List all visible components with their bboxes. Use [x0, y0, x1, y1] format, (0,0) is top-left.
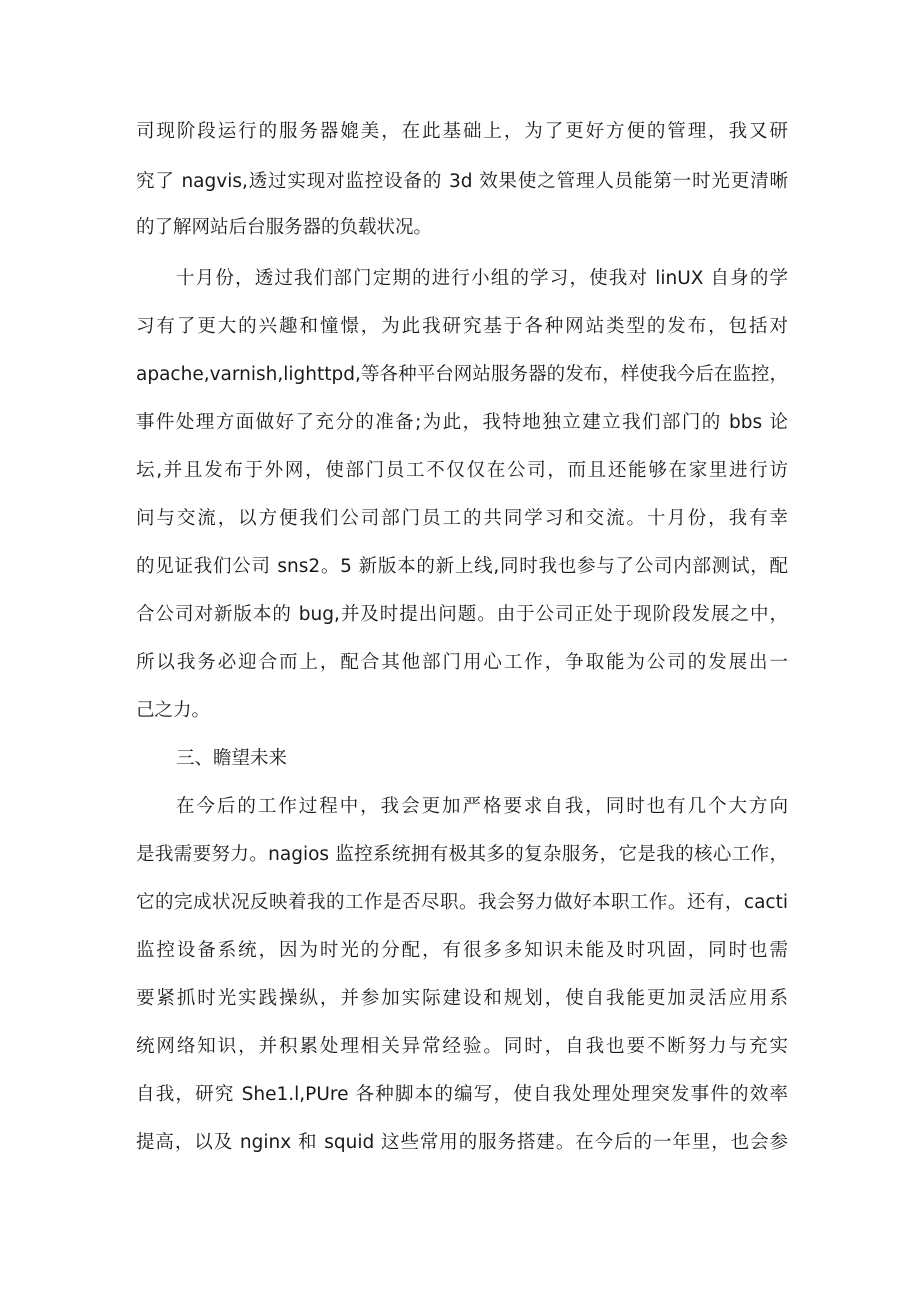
text-line: 问与交流，以方便我们公司部门员工的共同学习和交流。十月份，我有幸 — [136, 508, 788, 529]
text-line: 的见证我们公司 sns2。5 新版本的新上线,同时我也参与了公司内部测试，配 — [136, 556, 788, 577]
text-line: 统网络知识，并积累处理相关异常经验。同时，自我也要不断努力与充实 — [136, 1036, 788, 1057]
text-line: 事件处理方面做好了充分的准备;为此，我特地独立建立我们部门的 bbs 论 — [136, 412, 788, 433]
text-line: 提高，以及 nginx 和 squid 这些常用的服务搭建。在今后的一年里，也会参 — [136, 1132, 788, 1153]
text-line: 十月份，透过我们部门定期的进行小组的学习，使我对 linUX 自身的学 — [176, 268, 788, 289]
text-line: 司现阶段运行的服务器媲美，在此基础上，为了更好方便的管理，我又研 — [136, 121, 788, 142]
text-line: 监控设备系统，因为时光的分配，有很多多知识未能及时巩固，同时也需 — [136, 940, 788, 961]
text-line: 是我需要努力。nagios 监控系统拥有极其多的复杂服务，它是我的核心工作， — [136, 844, 788, 865]
text-line: 所以我务必迎合而上，配合其他部门用心工作，争取能为公司的发展出一 — [136, 652, 788, 673]
text-line: 它的完成状况反映着我的工作是否尽职。我会努力做好本职工作。还有，cacti — [136, 892, 788, 913]
text-line: 究了 nagvis,透过实现对监控设备的 3d 效果使之管理人员能第一时光更清晰 — [136, 171, 788, 192]
text-line: 在今后的工作过程中，我会更加严格要求自我，同时也有几个大方向 — [176, 796, 788, 817]
text-line: 己之力。 — [136, 700, 211, 721]
text-line: 习有了更大的兴趣和憧憬，为此我研究基于各种网站类型的发布，包括对 — [136, 316, 788, 337]
section-heading: 三、瞻望未来 — [176, 748, 288, 769]
text-line: 自我，研究 She1.l,PUre 各种脚本的编写，使自我处理处理突发事件的效率 — [136, 1084, 788, 1105]
text-line: 坛,并且发布于外网，使部门员工不仅仅在公司，而且还能够在家里进行访 — [136, 460, 788, 481]
text-line: apache,varnish,lighttpd,等各种平台网站服务器的发布，样使我今后在监控， — [136, 364, 788, 385]
text-line: 要紧抓时光实践操纵，并参加实际建设和规划，使自我能更加灵活应用系 — [136, 988, 788, 1009]
text-line: 的了解网站后台服务器的负载状况。 — [136, 217, 433, 238]
text-line: 合公司对新版本的 bug,并及时提出问题。由于公司正处于现阶段发展之中， — [136, 604, 788, 625]
